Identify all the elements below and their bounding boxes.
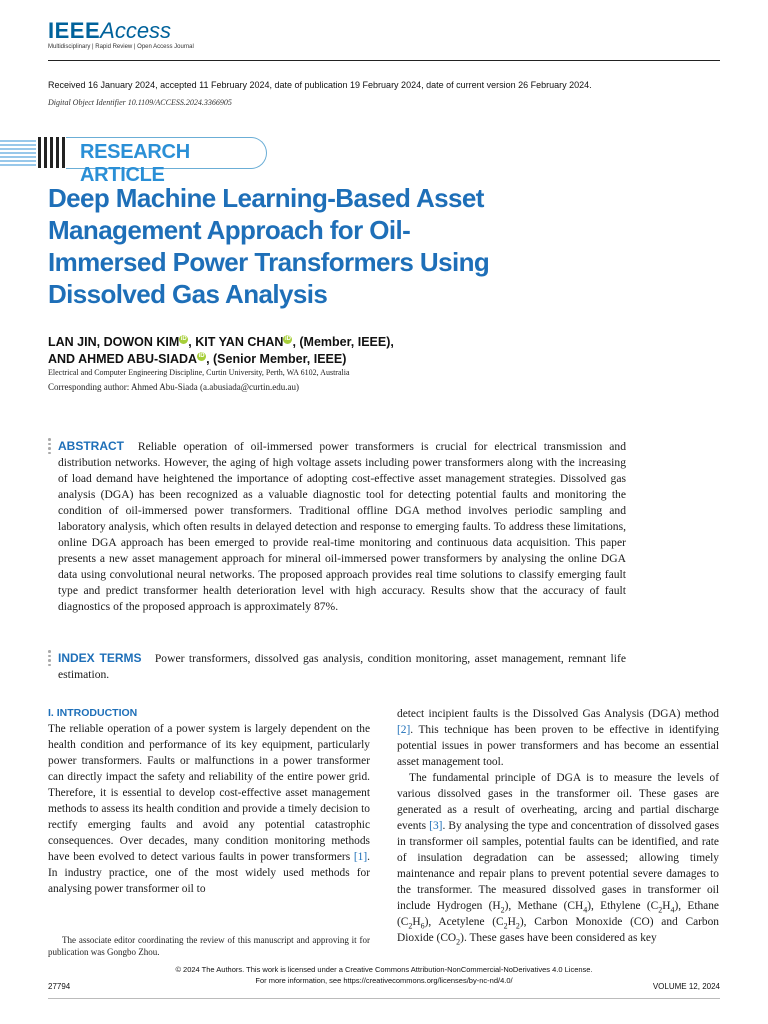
- subscript: 2: [503, 921, 508, 931]
- corresponding-author: Corresponding author: Ahmed Abu-Siada (a.abusiada@curtin.edu.au): [48, 382, 299, 392]
- right-column: [397, 706, 719, 946]
- abstract-dots-icon: [48, 438, 52, 456]
- index-terms: [58, 650, 626, 683]
- license-line: © 2024 The Authors. This work is licensed under a Creative Commons Attribution-NonCommercial-NoDerivatives 4.0 License.: [175, 965, 593, 974]
- received-dates: Received 16 January 2024, accepted 11 February 2024, date of publication 19 February 2024, date of current version 26 February 2024.: [48, 80, 592, 90]
- body-text: detect incipient faults is the Dissolved Gas Analysis (DGA) method: [397, 708, 719, 720]
- citation-link[interactable]: [1]: [353, 851, 368, 863]
- body-text: H: [662, 900, 671, 912]
- orcid-icon[interactable]: iD: [284, 336, 291, 342]
- intro-paragraph: [397, 770, 719, 946]
- citation-link[interactable]: [3]: [429, 820, 443, 832]
- author-name: LAN JIN: [48, 335, 97, 349]
- body-text: ), Ethylene (C: [587, 900, 659, 912]
- abstract-text: Reliable operation of oil-immersed power transformers is crucial for electrical transmission and distribution networks. However, the aging of high voltage assets including power transformers along with the increasing of load demand have heightened the importance of adopting cost-effective asset management strategies. Dissolved gas analysis (DGA) has been recognized as a valuable diagnostic tool for detecting potential faults and monitoring the condition of oil-immersed power transformers. Traditional offline DGA method involves periodic sampling and laboratory analysis, which often results in delayed detection and response to emerging faults. To address these limitations, online DGA approach has been emerged to provide real-time monitoring and continuous data acquisition. This paper presents a new asset management approach for mineral oil-immersed power transformers by analysing the online DGA data using convolutional neural networks. The proposed approach provides real time solutions to classify emerging fault type and predict transformer health deterioration level with high accuracy. Results show that the accuracy of fault diagnostics of the proposed approach is approximately 87%.: [58, 440, 626, 613]
- footnote: The associate editor coordinating the review of this manuscript and approving it for publication was Gongbo Zhou.: [48, 935, 370, 957]
- body-text: The reliable operation of a power system is largely dependent on the health condition and performance of its key equipment, particularly power transformers. Faults or malfunctions in a power transformer can directly impact the safety and reliability of the entire power grid. Therefore, it is essential to develop cost-effective asset management methods to assess its health condition and provide a timely decision to rectify emerging faults and avoid any potential catastrophic consequences. Over decades, many condition monitoring methods have been evolved to detect various faults in power transformers: [48, 723, 370, 863]
- subscript: 2: [515, 921, 520, 931]
- subscript: 2: [456, 937, 461, 947]
- subscript: 4: [583, 905, 588, 915]
- logo-ieee: IEEE: [48, 18, 101, 43]
- body-text: H: [412, 916, 421, 928]
- subscript: 4: [670, 905, 675, 915]
- doi: Digital Object Identifier 10.1109/ACCESS.2024.3366905: [48, 98, 232, 107]
- author-name: KIT YAN CHAN: [195, 335, 284, 349]
- orcid-icon[interactable]: iD: [198, 353, 205, 359]
- index-terms-text: Power transformers, dissolved gas analysis, condition monitoring, asset management, remnant life estimation.: [58, 652, 627, 681]
- header-divider: [48, 60, 720, 61]
- banner-stripes-icon: [0, 135, 70, 171]
- subscript: 2: [658, 905, 663, 915]
- body-text: The fundamental principle of DGA is to measure the levels of various dissolved gases in the transformer oil. These gases are generated as a result of overheating, arcing and partial discharge events: [397, 772, 719, 832]
- index-terms-dots-icon: [48, 650, 52, 668]
- body-text: . This technique has been proven to be effective in identifying potential issues in power transformers and has become an essential asset management tool.: [397, 724, 719, 768]
- subscript: 2: [500, 905, 505, 915]
- footer-divider: [48, 998, 720, 999]
- page-number: 27794: [48, 982, 71, 991]
- author-suffix: , (Senior Member, IEEE): [206, 352, 347, 366]
- index-terms-label: INDEX TERMS: [58, 651, 142, 665]
- left-column: [48, 706, 370, 897]
- body-text: H: [507, 916, 516, 928]
- abstract-label: ABSTRACT: [58, 439, 124, 453]
- author-name: DOWON KIM: [103, 335, 180, 349]
- logo-access: Access: [100, 18, 172, 43]
- article-type: RESEARCH ARTICLE: [80, 141, 190, 186]
- paper-title: Deep Machine Learning-Based Asset Management Approach for Oil-Immersed Power Transformers Using Dissolved Gas Analysis: [48, 183, 490, 309]
- body-text: ), Methane (CH: [504, 900, 584, 912]
- intro-paragraph: [397, 706, 719, 770]
- author-list: LAN JIN, DOWON KIM iD , KIT YAN CHAN iD , (Member, IEEE), AND AHMED ABU-SIADA iD , (Senior Member, IEEE): [48, 335, 394, 366]
- affiliation: Electrical and Computer Engineering Discipline, Curtin University, Perth, WA 6102, Australia: [48, 368, 350, 377]
- journal-tagline: Multidisciplinary | Rapid Review | Open Access Journal: [48, 44, 194, 50]
- body-text: . By analysing the type and concentration of dissolved gases in transformer oil samples, potential faults can be identified, and rate of insulation degradation can be assessed; allowing timely maintenance and repair plans to prevent potential severe damages to the transformer. The measured dissolved gases in transformer oil include Hydrogen (H: [397, 820, 719, 912]
- volume-info: VOLUME 12, 2024: [652, 982, 720, 991]
- subscript: 2: [408, 921, 413, 931]
- body-text: ), Ethane (C: [397, 900, 719, 928]
- author-suffix: , (Member, IEEE),: [292, 335, 394, 349]
- body-text: ), Acetylene (C: [424, 916, 504, 928]
- subscript: 6: [420, 921, 425, 931]
- license-link[interactable]: For more information, see https://creativecommons.org/licenses/by-nc-nd/4.0/: [255, 976, 513, 985]
- section-heading: I. INTRODUCTION: [48, 707, 138, 719]
- body-text: . In industry practice, one of the most widely used methods for analysing power transformer oil to: [48, 851, 370, 895]
- citation-link[interactable]: [2]: [397, 724, 411, 736]
- journal-logo: [48, 20, 194, 50]
- abstract: [58, 438, 626, 615]
- orcid-icon[interactable]: iD: [180, 336, 187, 342]
- intro-paragraph: [48, 721, 370, 897]
- body-text: ), Carbon Monoxide (CO) and Carbon Dioxide (CO: [397, 916, 719, 944]
- article-type-banner: [0, 135, 270, 186]
- body-text: ). These gases have been considered as key: [460, 932, 657, 944]
- author-name: AND AHMED ABU-SIADA: [48, 352, 198, 366]
